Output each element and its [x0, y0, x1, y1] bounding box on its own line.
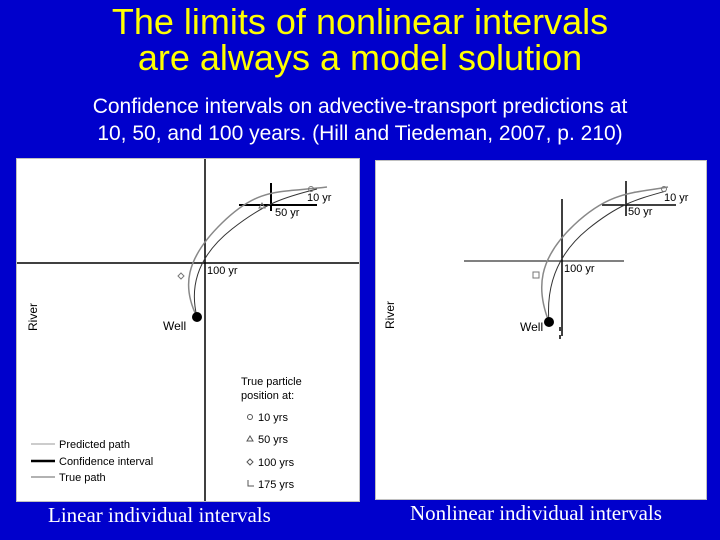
true-position-10-label: 10 yrs	[258, 412, 288, 424]
right-marker-100yr	[533, 272, 539, 278]
right-well-marker	[544, 317, 554, 327]
right-panel-caption: Nonlinear individual intervals	[410, 501, 662, 525]
right-label-50yr: 50 yr	[628, 206, 653, 218]
left-label-100yr: 100 yr	[207, 265, 238, 277]
left-label-10yr: 10 yr	[307, 192, 332, 204]
left-figure-panel	[16, 158, 360, 502]
left-panel-caption: Linear individual intervals	[48, 503, 271, 527]
right-label-well: Well	[520, 320, 544, 334]
slide-title	[0, 1, 720, 78]
true-position-heading-2: position at:	[241, 390, 295, 402]
right-figure-svg	[376, 161, 706, 499]
true-position-175-label: 175 yrs	[258, 479, 295, 491]
left-label-50yr: 50 yr	[275, 207, 300, 219]
left-well-marker	[192, 312, 202, 322]
left-label-river: River	[26, 302, 40, 331]
title-line-2: are always a model solution	[137, 37, 583, 78]
left-label-well: Well	[163, 319, 187, 333]
subtitle-line-1: Confidence intervals on advective-transport predictions at	[92, 95, 628, 118]
slide-subtitle	[0, 93, 720, 147]
right-label-river: River	[383, 300, 397, 329]
true-position-10-symbol	[248, 415, 253, 420]
legend-true-label: True path	[59, 472, 106, 484]
left-figure-svg	[17, 159, 359, 501]
right-figure-panel	[375, 160, 707, 500]
true-position-50-symbol	[247, 436, 253, 441]
legend-ci-label: Confidence interval	[59, 456, 154, 468]
true-position-heading-1: True particle	[241, 376, 302, 388]
left-marker-100yr	[178, 273, 184, 279]
legend-predicted-label: Predicted path	[59, 439, 130, 451]
true-position-175-symbol	[248, 480, 254, 486]
true-position-100-label: 100 yrs	[258, 457, 295, 469]
subtitle-line-2: 10, 50, and 100 years. (Hill and Tiedeman, 2007, p. 210)	[97, 122, 623, 145]
title-line-1: The limits of nonlinear intervals	[111, 1, 609, 42]
right-label-100yr: 100 yr	[564, 263, 595, 275]
true-position-100-symbol	[247, 459, 253, 465]
true-position-50-label: 50 yrs	[258, 434, 288, 446]
right-label-10yr: 10 yr	[664, 192, 689, 204]
